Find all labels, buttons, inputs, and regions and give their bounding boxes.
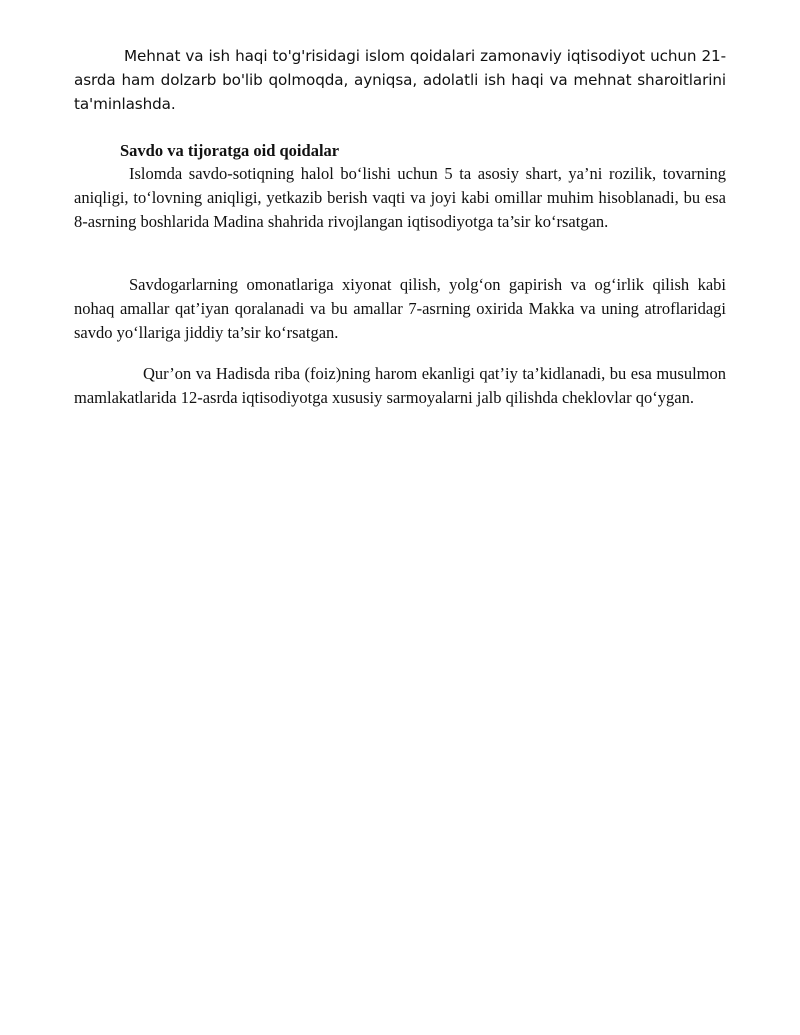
section-heading-trade: Savdo va tijoratga oid qoidalar bbox=[120, 141, 340, 160]
paragraph-labor-wages: Mehnat va ish haqi to'g'risidagi islom qoidalari zamonaviy iqtisodiyot uchun 21-asrda ham dolzarb bo'lib qolmoqda, ayniqsa, adolatli ish haqi va mehnat sharoitlarini ta'minlashda. bbox=[74, 47, 726, 113]
paragraph-unjust-acts: Savdogarlarning omonatlariga xiyonat qilish, yolg‘on gapirish va og‘irlik qilish kabi nohaq amallar qat’iyan qoralanadi va bu amallar 7-asrning oxirida Makka va uning atroflaridagi savdo yo‘llariga jiddiy ta’sir ko‘rsatgan. bbox=[74, 275, 726, 342]
paragraph-trade-conditions: Islomda savdo-sotiqning halol bo‘lishi uchun 5 ta asosiy shart, ya’ni rozilik, tovarning aniqligi, to‘lovning aniqligi, yetkazib berish vaqti va joyi kabi omillar muhim hisoblanadi, bu esa 8-asrning boshlarida Madina shahrida rivojlangan iqtisodiyotga ta’sir ko‘rsatgan. bbox=[74, 164, 726, 231]
paragraph-riba: Qur’on va Hadisda riba (foiz)ning harom ekanligi qat’iy ta’kidlanadi, bu esa musulmon mamlakatlarida 12-asrda iqtisodiyotga xususiy sarmoyalarni jalb qilishda cheklovlar qo‘ygan. bbox=[74, 364, 726, 407]
